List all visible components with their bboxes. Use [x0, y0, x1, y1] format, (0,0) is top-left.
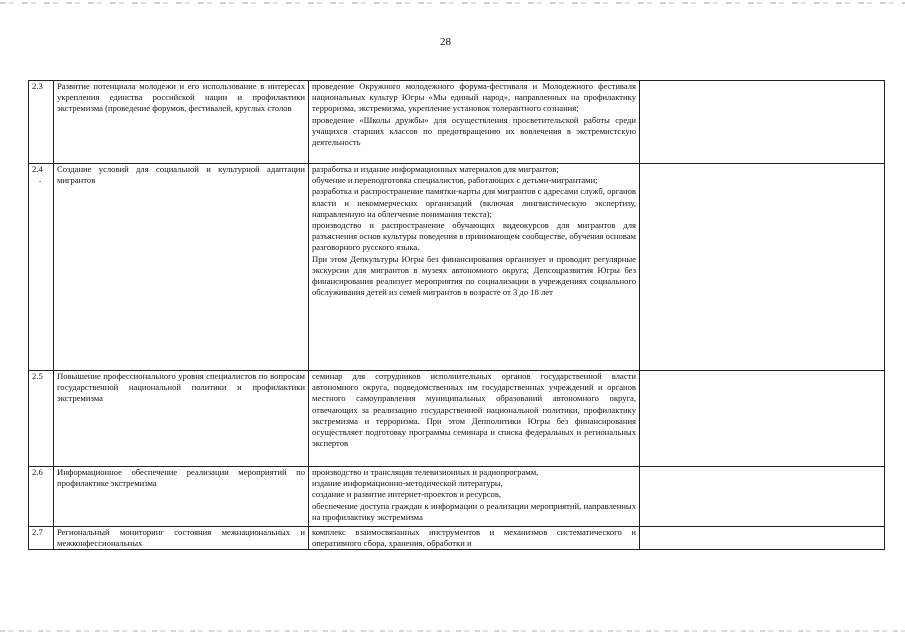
table-row	[29, 164, 885, 371]
action-item: разработка и распространение памятки-карты для мигрантов с адресами служб, органов власти и некоммерческих организаций (включая лингвистическую экспертизу, направленную на облегчение понимания текста);	[312, 186, 636, 219]
measure-name: Информационное обеспечение реализации мероприятий по профилактике экстремизма	[54, 467, 309, 527]
table-row	[29, 371, 885, 467]
action-item: производство и трансляция телевизионных и радиопрограмм,	[312, 467, 539, 477]
action-item: комплекс взаимосвязанных инструментов и механизмов систематического и оперативного сбора, хранения, обработки и	[312, 527, 636, 549]
row-number: 2.5	[29, 371, 54, 467]
row-number: 2.6	[29, 467, 54, 527]
action-item: проведение «Школы дружбы» для осуществления просветительской работы среди учащихся старших классов по предотвращению их вовлечения в экстремистскую деятельность	[312, 114, 636, 148]
measure-actions	[309, 164, 640, 371]
measure-name: Создание условий для социальной и культурной адаптации мигрантов	[54, 164, 309, 371]
action-item: обучение и переподготовка специалистов, работающих с детьми-мигрантами;	[312, 175, 598, 186]
stray-mark: .	[39, 174, 42, 185]
page-number: 28	[440, 36, 451, 48]
measure-name: Развитие потенциала молодежи и его использование в интересах укрепления единства российской нации и профилактики экстремизма (проведение форумов, фестивалей, круглых столов	[54, 81, 309, 164]
measure-name: Повышение профессионального уровня специалистов по вопросам государственной национальной политики и профилактики экстремизма	[54, 371, 309, 467]
action-item: При этом Депкультуры Югры без финансирования организует и проводит регулярные экскурсии для мигрантов в музеях автономного округа; Депсоцразвития Югры без финансирования реализует мероприятия по социализации в учреждениях социального обслуживания детей из семей мигрантов в возрасте от 3 до 18 лет	[312, 253, 636, 298]
measure-actions	[309, 81, 640, 164]
row-number: 2.3	[29, 81, 54, 164]
empty-cell	[640, 81, 885, 164]
empty-cell	[640, 164, 885, 371]
table-row	[29, 527, 885, 550]
action-item: создание и развитие интернет-проектов и ресурсов,	[312, 489, 502, 500]
empty-cell	[640, 371, 885, 467]
row-number: 2.4	[32, 164, 43, 174]
scan-edge-top	[0, 2, 905, 4]
scan-edge-bottom	[0, 630, 905, 632]
action-item: проведение Окружного молодежного форума-фестиваля и Молодежного фестиваля национальных культур Югры «Мы единый народ», направленных на профилактику терроризма, экстремизма, укрепление установок толерантного сознания;	[312, 81, 636, 114]
measure-actions	[309, 371, 640, 467]
measure-actions	[309, 467, 640, 527]
row-number-cell	[29, 164, 54, 371]
action-item: производство и распространение обучающих видеокурсов для мигрантов для разъяснения основ культуры поведения в принимающем сообществе, обучения основам разговорного русского языка.	[312, 220, 636, 253]
measure-actions	[309, 527, 640, 550]
action-item: семинар для сотрудников исполнительных органов государственной власти автономного округа, подведомственных им государственных учреждений и органов местного самоуправления муниципальных образований автономного округа, отвечающих за реализацию государственной национальной политики, профилактику экстремизма и терроризма. При этом Депполитики Югры без финансирования осуществляет подготовку программы семинара и списка федеральных и региональных экспертов	[312, 371, 636, 449]
action-item: издание информационно-методической литературы,	[312, 478, 503, 489]
action-item: разработка и издание информационных материалов для мигрантов;	[312, 164, 559, 174]
empty-cell	[640, 527, 885, 550]
table-row	[29, 81, 885, 164]
row-number: 2.7	[29, 527, 54, 550]
table-row	[29, 467, 885, 527]
measure-name: Региональный мониторинг состояния межнациональных и межконфессиональных	[54, 527, 309, 550]
action-item: обеспечение доступа граждан к информации о реализации мероприятий, направленных на профилактику экстремизма	[312, 500, 636, 522]
page-bottom-margin	[0, 562, 905, 640]
measures-table	[28, 80, 885, 550]
empty-cell	[640, 467, 885, 527]
